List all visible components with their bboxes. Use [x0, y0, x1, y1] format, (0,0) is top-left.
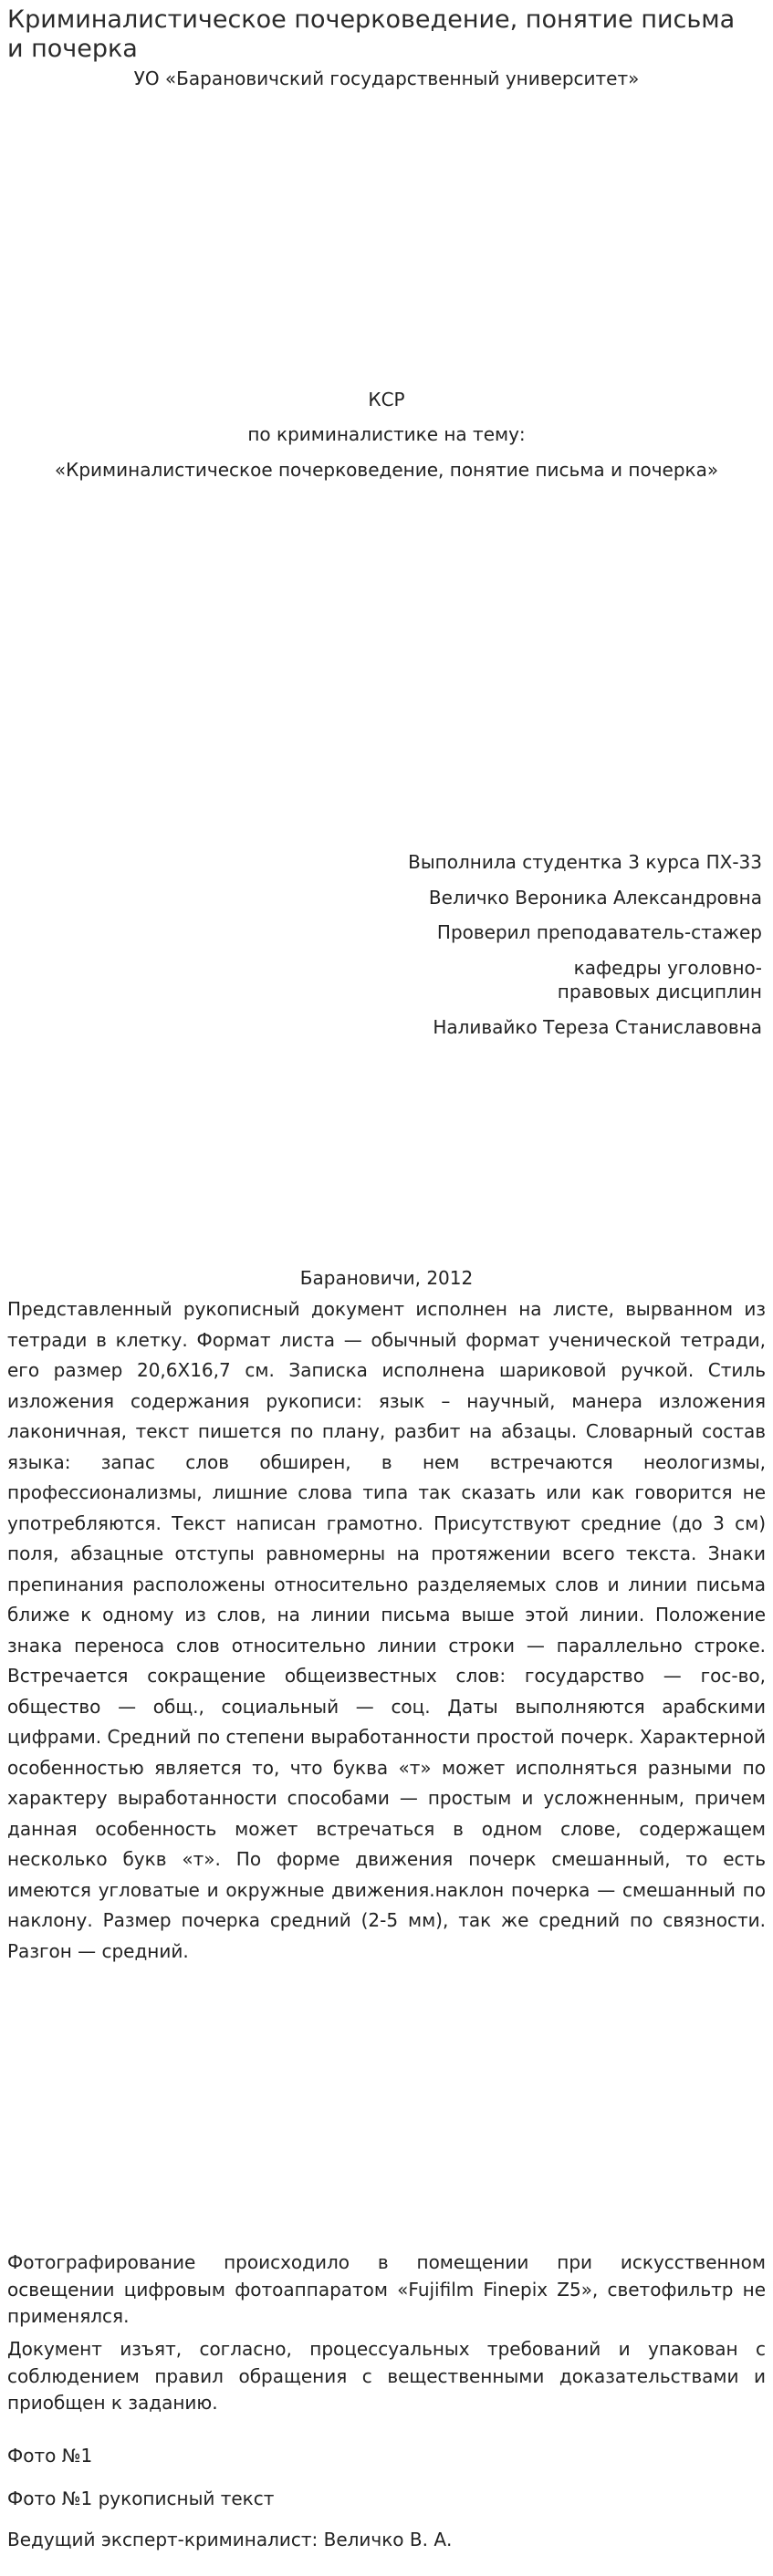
description-paragraph: Представленный рукописный документ исполнен на листе, вырванном из тетради в клетку. Формат листа — обычный формат ученической тетради, его размер 20,6Х16,7 см. Записка исполнена шариковой ручкой. Стиль изложения содержания рукописи: язык – научный, манера изложения лаконичная, текст пишется по плану, разбит на абзацы. Словарный состав языка: запас слов обширен, в нем встречаются неологизмы, профессионализмы, лишние слова типа так сказать или как говорится не употребляются. Текст написан грамотно. Присутствуют средние (до 3 см) поля, абзацные отступы равномерны на протяжении всего текста. Знаки препинания расположены относительно разделяемых слов и линии письма ближе к одному из слов, на линии письма выше этой линии. Положение знака переноса слов относительно линии строки — параллельно строке. Встречается сокращение общеизвестных слов: государство — гос-во, общество — общ., социальный — соц. Даты выполняются арабскими цифрами. Средний по степени выработанности простой почерк. Характерной особенностью является то, что буква «т» может исполняться разными по характеру выработанности способами — простым и усложненным, причем данная особенность может встречаться в одном слове, содержащем несколько букв «т». По форме движения почерк смешанный, то есть имеются угловатые и окружные движения.наклон почерка — смешанный по наклону. Размер почерка средний (2-5 мм), так же средний по связности. Разгон — средний. [7, 1298, 766, 1962]
seizure-paragraph: Документ изъят, согласно, процессуальных требований и упакован с соблюдением правил обращения с вещественными доказательствами и приобщен к заданию. [7, 2338, 766, 2414]
university-name: УО «Барановичский государственный университет» [133, 68, 640, 89]
performed-by: Выполнила студентка 3 курса ПХ-33 [408, 851, 762, 873]
photo-label: Фото №1 [7, 2445, 93, 2467]
department: кафедры уголовно-правовых дисциплин [557, 957, 762, 1002]
teacher-name: Наливайко Тереза Станиславовна [433, 1016, 762, 1038]
topic: «Криминалистическое почерковедение, понятие письма и почерка» [54, 459, 719, 481]
expert-signature-line: Ведущий эксперт-криминалист: Величко В. А. [7, 2529, 453, 2550]
student-name: Величко Вероника Александровна [428, 887, 762, 909]
city-year: Барановичи, 2012 [299, 1267, 474, 1289]
photography-paragraph: Фотографирование происходило в помещении при искусственном освещении цифровым фотоаппаратом «Fujifilm Finepix Z5», светофильтр не применялся. [7, 2251, 766, 2327]
checked-by: Проверил преподаватель-стажер [436, 921, 762, 943]
photo-caption: Фото №1 рукописный текст [7, 2488, 275, 2509]
work-type: КСР [368, 389, 405, 410]
subject-line: по криминалистике на тему: [247, 423, 526, 445]
page-title: Криминалистическое почерковедение, понятие письма и почерка [7, 5, 736, 63]
